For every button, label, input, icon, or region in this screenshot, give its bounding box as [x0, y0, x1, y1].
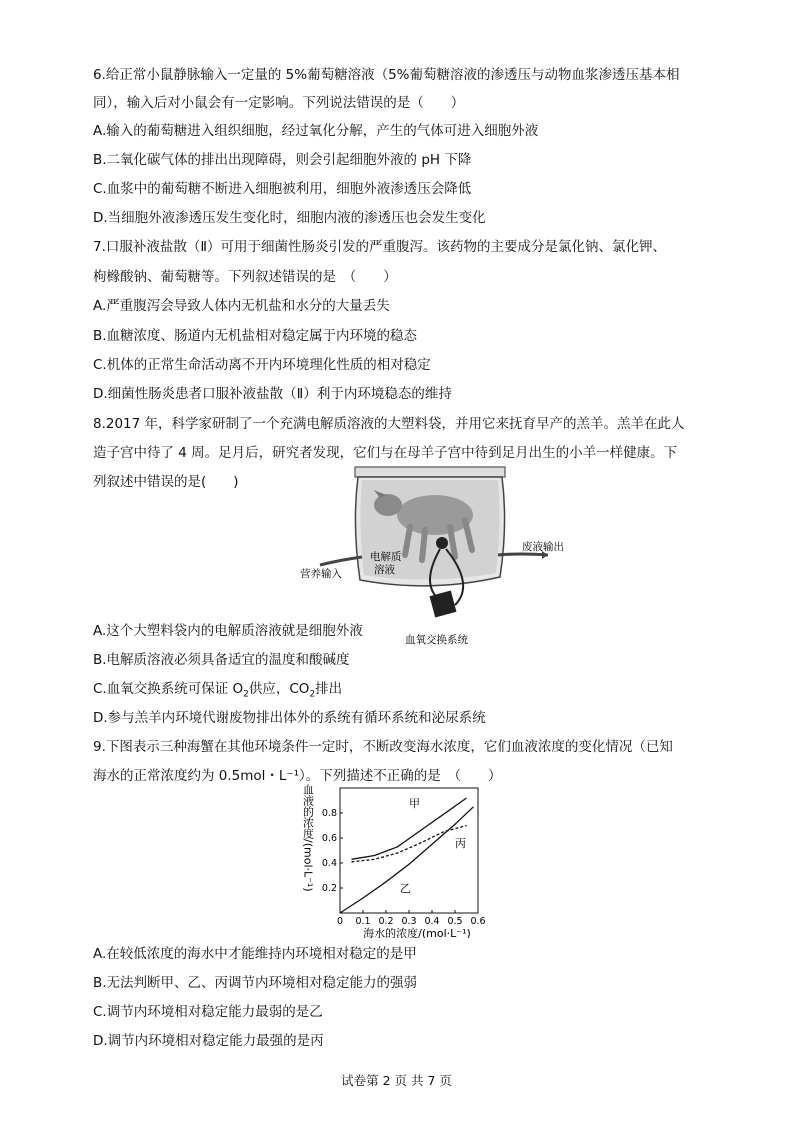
q8-stem-line1: 8.2017 年，科学家研制了一个充满电解质溶液的大塑料袋，并用它来抚育早产的羔羊。羔羊在此人	[93, 416, 685, 432]
q6-option-c: C.血浆中的葡萄糖不断进入细胞被利用，细胞外液渗透压会降低	[93, 181, 472, 197]
waste-output-tube	[498, 554, 548, 555]
q9-option-d: D.调节内环境相对稳定能力最强的是丙	[93, 1033, 324, 1049]
q9-stem-line2: 海水的正常浓度约为 0.5mol・L⁻¹）。下列描述不正确的是 （ ）	[93, 768, 502, 784]
q7-option-d: D.细菌性肠炎患者口服补液盐散（Ⅱ）利于内环境稳态的维持	[93, 386, 452, 402]
q9-option-b: B.无法判断甲、乙、丙调节内环境相对稳定能力的强弱	[93, 975, 418, 991]
series-label-乙: 乙	[399, 882, 411, 895]
q6-stem-line1: 6.给正常小鼠静脉输入一定量的 5%葡萄糖溶液（5%葡萄糖溶液的渗透压与动物血浆渗透压基本相	[93, 67, 680, 83]
q7-option-a: A.严重腹泻会导致人体内无机盐和水分的大量丢失	[93, 298, 390, 314]
label-nutrient-input: 营养输入	[300, 568, 342, 580]
y-tick-label: 0.6	[321, 833, 337, 844]
y-tick-label: 0.4	[321, 858, 337, 869]
sea-crab-chart	[300, 768, 500, 938]
series-label-丙: 丙	[455, 837, 466, 850]
lamb-head	[374, 494, 402, 516]
q9-option-c: C.调节内环境相对稳定能力最弱的是乙	[93, 1004, 323, 1020]
q8-stem-line2: 造子宫中待了 4 周。足月后，研究者发现，它们与在母羊子宫中待到足月出生的小羊一样健康。下	[93, 445, 678, 461]
label-oxygen-exchange: 血氧交换系统	[405, 634, 468, 646]
q7-stem-line2: 枸橼酸钠、葡萄糖等。下列叙述错误的是 （ ）	[93, 269, 397, 285]
x-tick-label: 0.6	[470, 916, 486, 927]
q6-option-b: B.二氧化碳气体的排出出现障碍，则会引起细胞外液的 pH 下降	[93, 152, 472, 168]
y-axis-label: 血液的浓度/(mol·L⁻¹)	[301, 784, 315, 892]
nutrient-input-tube	[320, 557, 362, 565]
q8-stem-line3: 列叙述中错误的是( )	[93, 474, 239, 490]
bag-top-clip	[355, 467, 505, 477]
x-tick-label: 0.1	[355, 916, 371, 927]
q8-option-b: B.电解质溶液必须具备适宜的温度和酸碱度	[93, 652, 350, 668]
q9-stem-line1: 9.下图表示三种海蟹在其他环境条件一定时，不断改变海水浓度，它们血液浓度的变化情况（已知	[93, 739, 673, 755]
x-tick-label: 0.5	[447, 916, 463, 927]
label-waste-output: 废液输出	[522, 541, 564, 553]
q7-option-b: B.血糖浓度、肠道内无机盐相对稳定属于内环境的稳态	[93, 328, 418, 344]
label-electrolyte-2: 溶液	[374, 564, 395, 576]
umbilical-port	[436, 537, 448, 549]
x-tick-label: 0	[336, 916, 344, 927]
q8-option-a: A.这个大塑料袋内的电解质溶液就是细胞外液	[93, 623, 363, 639]
q9-option-a: A.在较低浓度的海水中才能维持内环境相对稳定的是甲	[93, 946, 417, 962]
x-tick-label: 0.2	[378, 916, 394, 927]
q6-stem-line2: 同），输入后对小鼠会有一定影响。下列说法错误的是（ ）	[93, 95, 465, 111]
q6-option-a: A.输入的葡萄糖进入组织细胞，经过氧化分解，产生的气体可进入细胞外液	[93, 123, 539, 139]
q6-option-d: D.当细胞外液渗透压发生变化时，细胞内液的渗透压也会发生变化	[93, 210, 486, 226]
y-tick-label: 0.2	[321, 883, 337, 894]
q8-option-c: C.血氧交换系统可保证 $O_2$供应，$CO_2$排出	[93, 681, 343, 700]
page-footer: 试卷第 2 页 共 7 页	[341, 1073, 452, 1088]
series-line-乙	[340, 807, 473, 913]
series-label-甲: 甲	[409, 797, 420, 810]
label-electrolyte-1: 电解质	[370, 551, 402, 563]
q7-stem-line1: 7.口服补液盐散（Ⅱ）可用于细菌性肠炎引发的严重腹泻。该药物的主要成分是氯化钠、氯化钾、	[93, 239, 667, 255]
y-tick-label: 0.8	[321, 808, 337, 819]
x-tick-label: 0.3	[401, 916, 417, 927]
x-axis-label: 海水的浓度/(mol·L⁻¹)	[363, 927, 471, 938]
q7-option-c: C.机体的正常生命活动离不开内环境理化性质的相对稳定	[93, 357, 431, 373]
x-tick-label: 0.4	[424, 916, 440, 927]
q8-option-d: D.参与羔羊内环境代谢废物排出体外的系统有循环系统和泌尿系统	[93, 710, 486, 726]
